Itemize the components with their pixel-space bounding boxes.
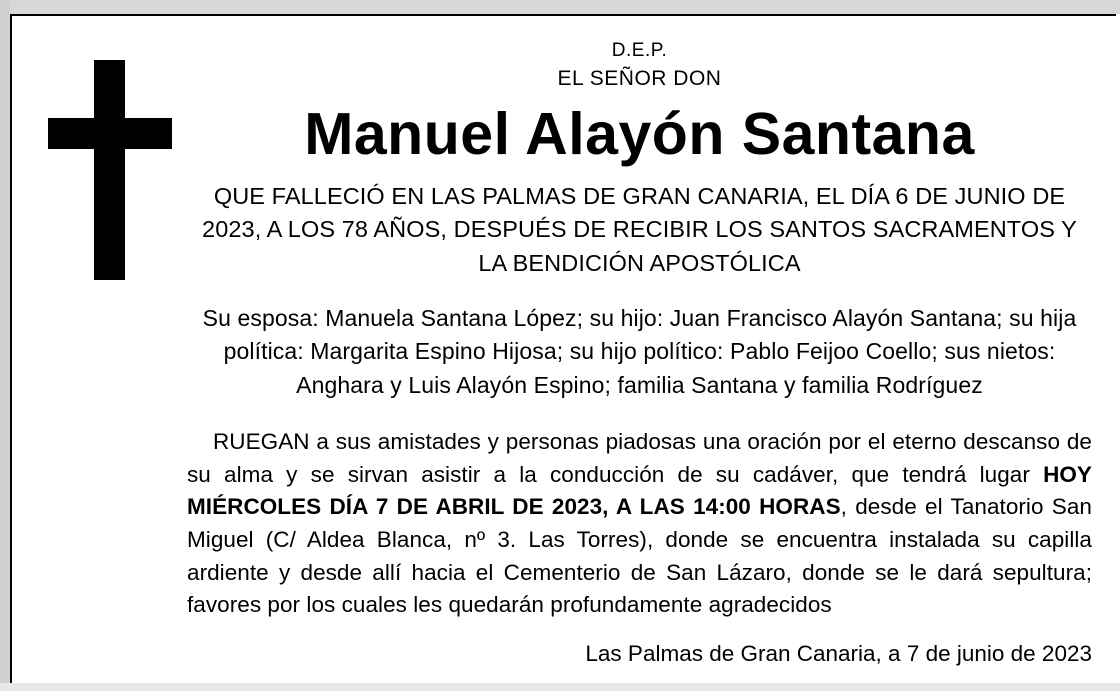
surviving-family: Su esposa: Manuela Santana López; su hijo: Juan Francisco Alayón Santana; su hija política: Margarita Espino Hijosa; su hijo político: Pablo Feijoo Coello; sus nietos: Anghara y Luis Alayón Espino; familia Santana y familia Rodríguez	[202, 305, 1077, 398]
honorific-line: EL SEÑOR DON	[557, 66, 722, 90]
plea-text-start: RUEGAN a sus amistades y personas piadosas una oración por el eterno descanso de su alma y se sirvan asistir a la conducción de su cadáver, que tendrá lugar	[187, 429, 1092, 487]
cross-vertical-bar	[94, 60, 125, 280]
funeral-datetime: HOY MIÉRCOLES DÍA 7 DE ABRIL DE 2023, A LAS 14:00 HORAS	[187, 461, 1092, 520]
page-top-margin	[0, 0, 1120, 14]
notice-frame	[10, 14, 1116, 683]
page-left-margin	[0, 0, 10, 691]
cross-horizontal-bar	[48, 118, 172, 149]
plea-text-end: , desde el Tanatorio San Miguel (C/ Aldea Blanca, nº 3. Las Torres), donde se encuentra instalada su capilla ardiente y desde allí hacia el Cementerio de San Lázaro, donde se le dará sepultura; favores por los cuales les quedarán profundamente agradecidos	[187, 494, 1092, 618]
funeral-plea	[187, 426, 1092, 622]
notice-content	[187, 38, 1092, 669]
page-bottom-margin	[0, 683, 1120, 691]
deceased-name: Manuel Alayón Santana	[304, 100, 975, 167]
place-and-date: Las Palmas de Gran Canaria, a 7 de junio de 2023	[585, 640, 1092, 666]
dep-abbreviation: D.E.P.	[611, 40, 668, 61]
latin-cross-icon	[48, 60, 172, 280]
death-details: QUE FALLECIÓ EN LAS PALMAS DE GRAN CANARIA, EL DÍA 6 DE JUNIO DE 2023, A LOS 78 AÑOS, DESPUÉS DE RECIBIR LOS SANTOS SACRAMENTOS Y LA BENDICIÓN APOSTÓLICA	[202, 182, 1077, 276]
